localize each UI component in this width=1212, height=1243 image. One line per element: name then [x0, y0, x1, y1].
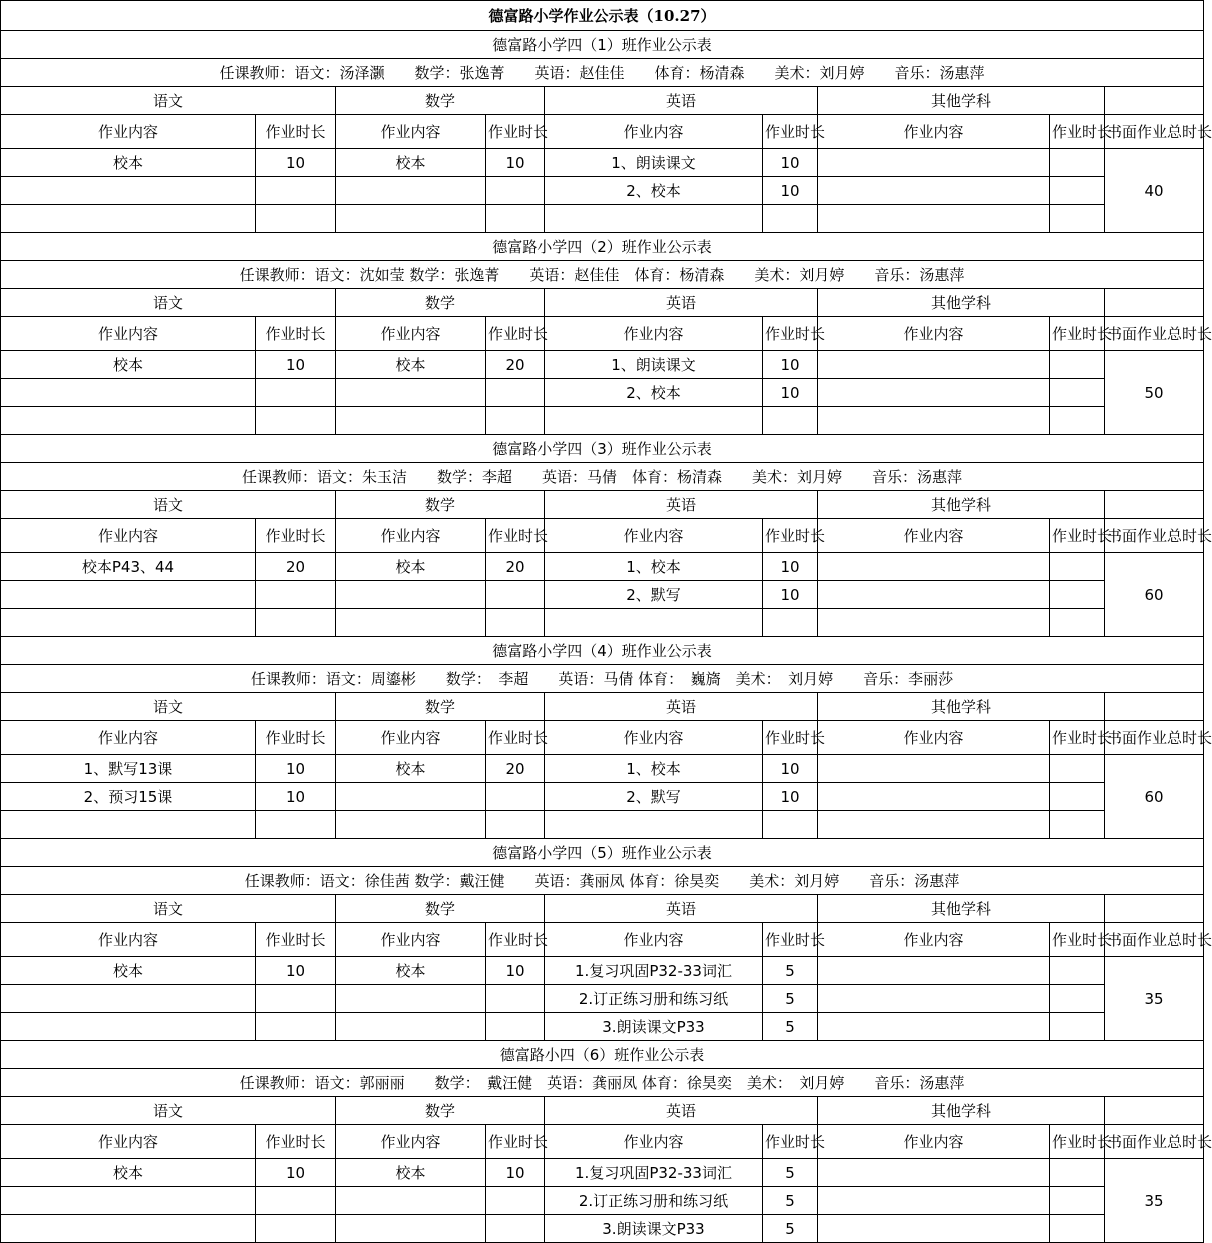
data-row — [1, 177, 1204, 205]
data-row — [1, 351, 1204, 379]
other-duration — [1050, 205, 1105, 233]
chinese-content — [1, 985, 256, 1013]
other-duration — [1050, 1215, 1105, 1243]
data-row — [1, 149, 1204, 177]
content-header: 作业内容 — [545, 923, 763, 957]
duration-header: 作业时长 — [256, 721, 336, 755]
other-duration — [1050, 1013, 1105, 1041]
english-content: 1、校本 — [545, 553, 763, 581]
math-content — [336, 177, 486, 205]
teachers-row — [1, 867, 1204, 895]
empty-cell — [1105, 289, 1204, 317]
content-header: 作业内容 — [336, 115, 486, 149]
math-duration: 10 — [486, 957, 545, 985]
content-header: 作业内容 — [336, 519, 486, 553]
subject-header: 数学 — [336, 87, 545, 115]
chinese-duration: 20 — [256, 553, 336, 581]
subject-header: 语文 — [1, 491, 336, 519]
empty-cell — [1105, 87, 1204, 115]
subject-header: 语文 — [1, 693, 336, 721]
english-content: 1.复习巩固P32-33词汇 — [545, 1159, 763, 1187]
math-duration: 20 — [486, 755, 545, 783]
chinese-duration — [256, 1187, 336, 1215]
total-duration: 60 — [1105, 755, 1204, 839]
content-header: 作业内容 — [545, 115, 763, 149]
other-duration — [1050, 149, 1105, 177]
other-content — [818, 205, 1050, 233]
content-header: 作业内容 — [1, 923, 256, 957]
subject-header: 语文 — [1, 895, 336, 923]
english-duration: 10 — [763, 755, 818, 783]
math-content — [336, 379, 486, 407]
total-header: 书面作业总时长 — [1105, 721, 1204, 755]
chinese-duration: 10 — [256, 957, 336, 985]
english-content: 2、默写 — [545, 783, 763, 811]
total-duration: 35 — [1105, 957, 1204, 1041]
content-header: 作业内容 — [818, 1125, 1050, 1159]
subject-header: 英语 — [545, 693, 818, 721]
empty-cell — [1105, 1097, 1204, 1125]
subject-header: 数学 — [336, 289, 545, 317]
content-header: 作业内容 — [1, 317, 256, 351]
teachers-line: 任课教师：语文：郭丽丽 数学： 戴汪健 英语：龚丽凤 体育：徐昊奕 美术： 刘月婷 音乐：汤惠萍 — [1, 1069, 1204, 1097]
duration-header: 作业时长 — [486, 317, 545, 351]
content-header: 作业内容 — [818, 923, 1050, 957]
class-title: 德富路小学四（1）班作业公示表 — [1, 31, 1204, 59]
math-content: 校本 — [336, 149, 486, 177]
chinese-content — [1, 407, 256, 435]
teachers-line: 任课教师：语文：汤泽灏 数学：张逸菁 英语：赵佳佳 体育：杨清森 美术：刘月婷 音乐：汤惠萍 — [1, 59, 1204, 87]
chinese-duration — [256, 581, 336, 609]
duration-header: 作业时长 — [763, 115, 818, 149]
math-content: 校本 — [336, 957, 486, 985]
data-row — [1, 205, 1204, 233]
content-header: 作业内容 — [818, 317, 1050, 351]
data-row — [1, 553, 1204, 581]
other-content — [818, 609, 1050, 637]
math-duration: 20 — [486, 351, 545, 379]
chinese-content: 2、预习15课 — [1, 783, 256, 811]
empty-cell — [1105, 895, 1204, 923]
column-header-row — [1, 923, 1204, 957]
english-duration: 5 — [763, 1159, 818, 1187]
duration-header: 作业时长 — [1050, 721, 1105, 755]
teachers-row — [1, 665, 1204, 693]
chinese-duration: 10 — [256, 755, 336, 783]
chinese-content — [1, 581, 256, 609]
math-duration — [486, 783, 545, 811]
teachers-line: 任课教师：语文：徐佳茜 数学：戴汪健 英语：龚丽凤 体育：徐昊奕 美术：刘月婷 音乐：汤惠萍 — [1, 867, 1204, 895]
data-row — [1, 811, 1204, 839]
math-content — [336, 783, 486, 811]
chinese-content: 校本 — [1, 957, 256, 985]
math-duration: 10 — [486, 1159, 545, 1187]
english-duration — [763, 811, 818, 839]
class-title: 德富路小学四（3）班作业公示表 — [1, 435, 1204, 463]
other-content — [818, 1187, 1050, 1215]
subject-header: 其他学科 — [818, 1097, 1105, 1125]
duration-header: 作业时长 — [1050, 519, 1105, 553]
class-title-row — [1, 637, 1204, 665]
subject-header: 英语 — [545, 289, 818, 317]
chinese-duration — [256, 609, 336, 637]
duration-header: 作业时长 — [486, 923, 545, 957]
subject-header: 其他学科 — [818, 491, 1105, 519]
duration-header: 作业时长 — [486, 115, 545, 149]
math-duration: 20 — [486, 553, 545, 581]
duration-header: 作业时长 — [763, 317, 818, 351]
teachers-row — [1, 1069, 1204, 1097]
content-header: 作业内容 — [545, 1125, 763, 1159]
page-title: 德富路小学作业公示表（10.27） — [1, 1, 1204, 31]
duration-header: 作业时长 — [763, 519, 818, 553]
english-duration: 10 — [763, 783, 818, 811]
english-duration: 10 — [763, 149, 818, 177]
chinese-duration — [256, 985, 336, 1013]
duration-header: 作业时长 — [486, 1125, 545, 1159]
data-row — [1, 755, 1204, 783]
math-duration: 10 — [486, 149, 545, 177]
math-content — [336, 1013, 486, 1041]
english-duration: 5 — [763, 1013, 818, 1041]
chinese-content — [1, 177, 256, 205]
other-content — [818, 1159, 1050, 1187]
chinese-duration — [256, 811, 336, 839]
content-header: 作业内容 — [1, 519, 256, 553]
subject-header: 其他学科 — [818, 693, 1105, 721]
content-header: 作业内容 — [1, 721, 256, 755]
content-header: 作业内容 — [545, 519, 763, 553]
duration-header: 作业时长 — [256, 317, 336, 351]
english-duration: 5 — [763, 957, 818, 985]
chinese-content — [1, 205, 256, 233]
data-row — [1, 783, 1204, 811]
other-content — [818, 985, 1050, 1013]
chinese-content: 校本 — [1, 351, 256, 379]
content-header: 作业内容 — [336, 721, 486, 755]
content-header: 作业内容 — [545, 721, 763, 755]
math-content — [336, 609, 486, 637]
other-duration — [1050, 811, 1105, 839]
duration-header: 作业时长 — [486, 721, 545, 755]
chinese-content — [1, 1187, 256, 1215]
subject-header: 数学 — [336, 895, 545, 923]
chinese-duration: 10 — [256, 149, 336, 177]
math-duration — [486, 407, 545, 435]
english-content — [545, 407, 763, 435]
chinese-content — [1, 811, 256, 839]
total-header: 书面作业总时长 — [1105, 923, 1204, 957]
math-duration — [486, 1187, 545, 1215]
other-content — [818, 379, 1050, 407]
english-content — [545, 811, 763, 839]
class-title: 德富路小学四（4）班作业公示表 — [1, 637, 1204, 665]
english-content: 2、校本 — [545, 379, 763, 407]
english-content: 1、朗读课文 — [545, 351, 763, 379]
subject-header: 语文 — [1, 1097, 336, 1125]
chinese-content — [1, 609, 256, 637]
data-row — [1, 1187, 1204, 1215]
other-duration — [1050, 957, 1105, 985]
other-duration — [1050, 553, 1105, 581]
math-duration — [486, 985, 545, 1013]
duration-header: 作业时长 — [763, 923, 818, 957]
total-duration: 40 — [1105, 149, 1204, 233]
total-duration: 60 — [1105, 553, 1204, 637]
math-content — [336, 407, 486, 435]
duration-header: 作业时长 — [256, 115, 336, 149]
math-content — [336, 811, 486, 839]
english-duration: 10 — [763, 351, 818, 379]
subject-header: 语文 — [1, 87, 336, 115]
english-duration: 10 — [763, 379, 818, 407]
content-header: 作业内容 — [336, 317, 486, 351]
other-duration — [1050, 177, 1105, 205]
data-row — [1, 1215, 1204, 1243]
duration-header: 作业时长 — [486, 519, 545, 553]
subject-header: 其他学科 — [818, 895, 1105, 923]
class-title-row — [1, 435, 1204, 463]
subject-header-row — [1, 289, 1204, 317]
english-content: 1、朗读课文 — [545, 149, 763, 177]
subject-header-row — [1, 491, 1204, 519]
class-title: 德富路小四（6）班作业公示表 — [1, 1041, 1204, 1069]
english-content: 1.复习巩固P32-33词汇 — [545, 957, 763, 985]
content-header: 作业内容 — [336, 923, 486, 957]
content-header: 作业内容 — [1, 115, 256, 149]
other-content — [818, 351, 1050, 379]
data-row — [1, 581, 1204, 609]
other-duration — [1050, 985, 1105, 1013]
duration-header: 作业时长 — [763, 1125, 818, 1159]
english-duration — [763, 205, 818, 233]
chinese-content: 校本P43、44 — [1, 553, 256, 581]
other-content — [818, 581, 1050, 609]
other-content — [818, 811, 1050, 839]
subject-header-row — [1, 693, 1204, 721]
duration-header: 作业时长 — [1050, 317, 1105, 351]
column-header-row — [1, 721, 1204, 755]
english-content: 1、校本 — [545, 755, 763, 783]
math-content — [336, 581, 486, 609]
other-content — [818, 177, 1050, 205]
subject-header: 英语 — [545, 895, 818, 923]
total-header: 书面作业总时长 — [1105, 519, 1204, 553]
other-content — [818, 1215, 1050, 1243]
other-duration — [1050, 581, 1105, 609]
subject-header: 其他学科 — [818, 87, 1105, 115]
column-header-row — [1, 317, 1204, 351]
english-content: 2.订正练习册和练习纸 — [545, 985, 763, 1013]
class-title: 德富路小学四（5）班作业公示表 — [1, 839, 1204, 867]
content-header: 作业内容 — [545, 317, 763, 351]
subject-header: 其他学科 — [818, 289, 1105, 317]
chinese-content: 校本 — [1, 149, 256, 177]
chinese-duration — [256, 1013, 336, 1041]
content-header: 作业内容 — [336, 1125, 486, 1159]
other-duration — [1050, 407, 1105, 435]
subject-header: 英语 — [545, 491, 818, 519]
chinese-content — [1, 379, 256, 407]
math-duration — [486, 1215, 545, 1243]
duration-header: 作业时长 — [256, 519, 336, 553]
content-header: 作业内容 — [818, 115, 1050, 149]
math-duration — [486, 581, 545, 609]
class-title-row — [1, 1041, 1204, 1069]
math-content — [336, 205, 486, 233]
english-duration: 5 — [763, 1215, 818, 1243]
subject-header: 数学 — [336, 491, 545, 519]
other-duration — [1050, 783, 1105, 811]
column-header-row — [1, 115, 1204, 149]
subject-header: 数学 — [336, 1097, 545, 1125]
content-header: 作业内容 — [818, 519, 1050, 553]
other-content — [818, 755, 1050, 783]
math-content: 校本 — [336, 755, 486, 783]
subject-header-row — [1, 1097, 1204, 1125]
subject-header-row — [1, 87, 1204, 115]
teachers-row — [1, 59, 1204, 87]
english-content — [545, 205, 763, 233]
english-duration: 5 — [763, 985, 818, 1013]
english-content: 2、默写 — [545, 581, 763, 609]
english-duration: 10 — [763, 553, 818, 581]
total-header: 书面作业总时长 — [1105, 1125, 1204, 1159]
other-duration — [1050, 1187, 1105, 1215]
math-content: 校本 — [336, 553, 486, 581]
chinese-duration — [256, 177, 336, 205]
english-duration — [763, 407, 818, 435]
duration-header: 作业时长 — [763, 721, 818, 755]
chinese-content — [1, 1215, 256, 1243]
data-row — [1, 1159, 1204, 1187]
chinese-duration: 10 — [256, 351, 336, 379]
data-row — [1, 379, 1204, 407]
data-row — [1, 985, 1204, 1013]
english-content: 2.订正练习册和练习纸 — [545, 1187, 763, 1215]
duration-header: 作业时长 — [256, 1125, 336, 1159]
other-content — [818, 553, 1050, 581]
other-content — [818, 407, 1050, 435]
math-duration — [486, 811, 545, 839]
subject-header: 英语 — [545, 87, 818, 115]
math-duration — [486, 177, 545, 205]
subject-header: 数学 — [336, 693, 545, 721]
content-header: 作业内容 — [1, 1125, 256, 1159]
chinese-duration — [256, 205, 336, 233]
teachers-row — [1, 463, 1204, 491]
chinese-duration — [256, 407, 336, 435]
other-duration — [1050, 755, 1105, 783]
chinese-duration: 10 — [256, 783, 336, 811]
empty-cell — [1105, 491, 1204, 519]
subject-header-row — [1, 895, 1204, 923]
content-header: 作业内容 — [818, 721, 1050, 755]
chinese-content: 1、默写13课 — [1, 755, 256, 783]
data-row — [1, 407, 1204, 435]
math-content: 校本 — [336, 351, 486, 379]
teachers-line: 任课教师：语文：沈如莹 数学：张逸菁 英语：赵佳佳 体育：杨清森 美术：刘月婷 音乐：汤惠萍 — [1, 261, 1204, 289]
math-duration — [486, 1013, 545, 1041]
chinese-duration — [256, 1215, 336, 1243]
duration-header: 作业时长 — [1050, 1125, 1105, 1159]
english-content: 3.朗读课文P33 — [545, 1013, 763, 1041]
english-duration — [763, 609, 818, 637]
subject-header: 语文 — [1, 289, 336, 317]
english-content — [545, 609, 763, 637]
class-title-row — [1, 31, 1204, 59]
teachers-line: 任课教师：语文：朱玉洁 数学：李超 英语：马倩 体育：杨清森 美术：刘月婷 音乐：汤惠萍 — [1, 463, 1204, 491]
math-content — [336, 1187, 486, 1215]
math-content: 校本 — [336, 1159, 486, 1187]
other-duration — [1050, 351, 1105, 379]
other-content — [818, 149, 1050, 177]
other-duration — [1050, 1159, 1105, 1187]
chinese-duration — [256, 379, 336, 407]
class-title-row — [1, 839, 1204, 867]
class-title-row — [1, 233, 1204, 261]
duration-header: 作业时长 — [1050, 115, 1105, 149]
other-content — [818, 957, 1050, 985]
chinese-content: 校本 — [1, 1159, 256, 1187]
math-duration — [486, 609, 545, 637]
english-content: 3.朗读课文P33 — [545, 1215, 763, 1243]
english-duration: 10 — [763, 177, 818, 205]
math-content — [336, 985, 486, 1013]
subject-header: 英语 — [545, 1097, 818, 1125]
english-duration: 5 — [763, 1187, 818, 1215]
math-duration — [486, 379, 545, 407]
data-row — [1, 957, 1204, 985]
empty-cell — [1105, 693, 1204, 721]
column-header-row — [1, 1125, 1204, 1159]
other-content — [818, 1013, 1050, 1041]
class-title: 德富路小学四（2）班作业公示表 — [1, 233, 1204, 261]
total-header: 书面作业总时长 — [1105, 115, 1204, 149]
chinese-content — [1, 1013, 256, 1041]
total-header: 书面作业总时长 — [1105, 317, 1204, 351]
total-duration: 50 — [1105, 351, 1204, 435]
teachers-row — [1, 261, 1204, 289]
teachers-line: 任课教师：语文：周鎏彬 数学： 李超 英语：马倩 体育： 巍旖 美术： 刘月婷 音乐：李丽莎 — [1, 665, 1204, 693]
chinese-duration: 10 — [256, 1159, 336, 1187]
math-duration — [486, 205, 545, 233]
english-duration: 10 — [763, 581, 818, 609]
column-header-row — [1, 519, 1204, 553]
data-row — [1, 1013, 1204, 1041]
math-content — [336, 1215, 486, 1243]
other-duration — [1050, 609, 1105, 637]
english-content: 2、校本 — [545, 177, 763, 205]
data-row — [1, 609, 1204, 637]
other-duration — [1050, 379, 1105, 407]
other-content — [818, 783, 1050, 811]
duration-header: 作业时长 — [256, 923, 336, 957]
total-duration: 35 — [1105, 1159, 1204, 1243]
duration-header: 作业时长 — [1050, 923, 1105, 957]
